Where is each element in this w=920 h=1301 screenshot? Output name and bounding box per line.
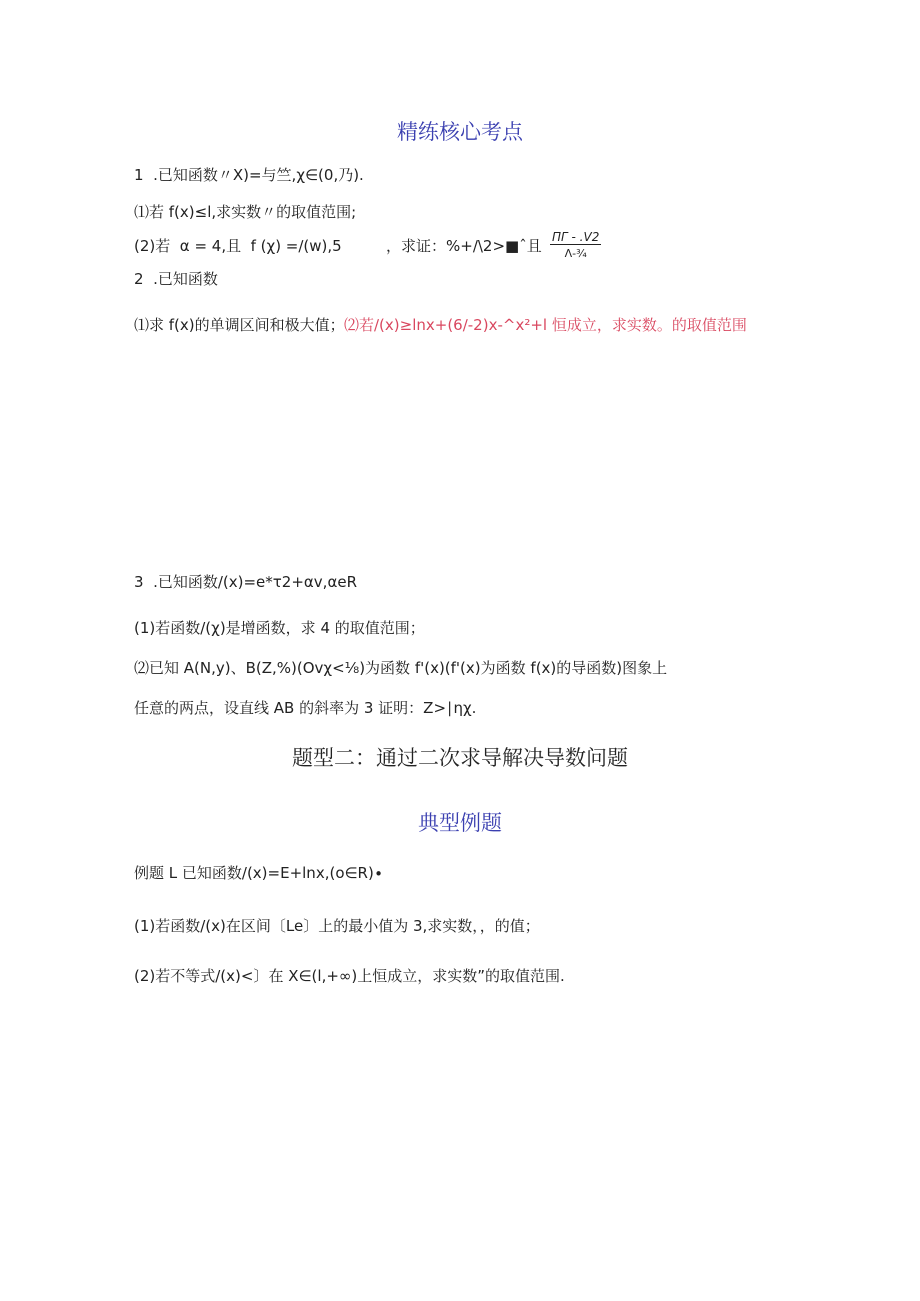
problem-2-part-2: ⑵若∕(x)≥lnx+(6∕-2)x-^x²+l 恒成立，求实数。的取值范围 bbox=[344, 316, 747, 334]
problem-1-stem: 1 .已知函数〃X)=与竺,χ∈(0,乃). bbox=[134, 166, 364, 184]
problem-1-part-2a: (2)若 α = 4,且 f (χ) =∕(w),5 bbox=[134, 237, 342, 255]
problem-3-part-2-line-1: ⑵已知 A(N,y)、B(Z,%)(Ovχ<⅛)为函数 f'(x)(f'(x)为函数 f(x)的导函数)图象上 bbox=[134, 659, 668, 677]
problem-2-part-1: ⑴求 f(x)的单调区间和极大值； bbox=[134, 316, 345, 334]
problem-2-stem: 2 .已知函数 bbox=[134, 270, 218, 288]
problem-3-part-1: (1)若函数/(χ)是增函数，求 4 的取值范围； bbox=[134, 619, 425, 637]
example-1-part-2: (2)若不等式/(x)<〕在 X∈(l,+∞)上恒成立，求实数”的取值范围. bbox=[134, 967, 565, 985]
fraction-denominator: Λ-¾ bbox=[564, 247, 587, 260]
problem-3-part-2-line-2: 任意的两点，设直线 AB 的斜率为 3 证明：Z>∣ηχ. bbox=[134, 699, 477, 717]
example-1-stem: 例题 L 已知函数/(x)=E+lnx,(o∈R)∙ bbox=[134, 864, 384, 882]
section-subtitle-examples: 典型例题 bbox=[418, 811, 502, 835]
problem-1-part-1: ⑴若 f(x)≤l,求实数〃的取值范围; bbox=[134, 203, 357, 221]
problem-1-fraction bbox=[550, 230, 601, 260]
example-1-part-1: (1)若函数/(x)在区间〔Le〕上的最小值为 3,求实数，，的值； bbox=[134, 917, 540, 935]
problem-3-stem: 3 .已知函数/(x)=e*τ2+αv,αeR bbox=[134, 573, 357, 591]
section-title-practice: 精练核心考点 bbox=[397, 120, 523, 144]
section-title-type-two: 题型二：通过二次求导解决导数问题 bbox=[292, 746, 628, 770]
fraction-numerator: ΠΓ - .V2 bbox=[552, 230, 600, 244]
problem-1-part-2b: ，求证：%+∕\2>■ˆ且 bbox=[386, 237, 542, 255]
